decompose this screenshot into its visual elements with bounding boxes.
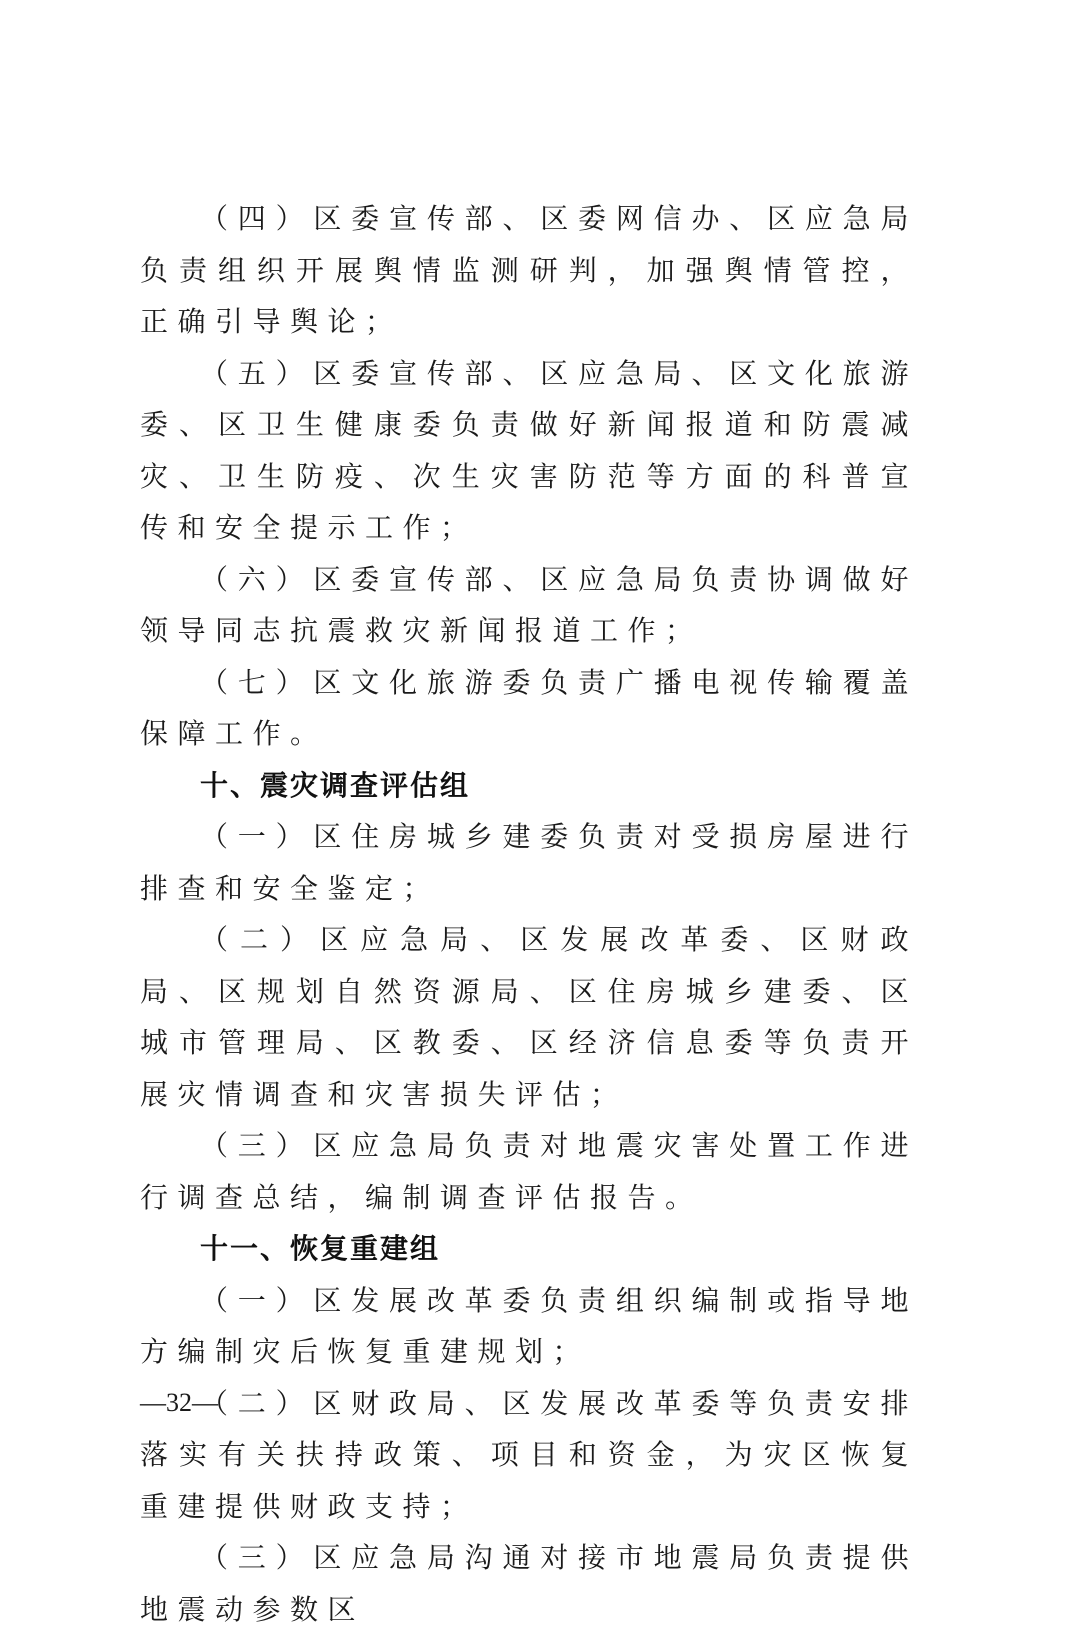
page-number: —32— (140, 1388, 218, 1417)
document-body (140, 193, 918, 1635)
paragraph-5: （五）区委宣传部、区应急局、区文化旅游委、区卫生健康委负责做好新闻报道和防震减灾、卫生防疫、次生灾害防范等方面的科普宣传和安全提示工作； (140, 356, 918, 544)
paragraph-10-3: （三）区应急局负责对地震灾害处置工作进行调查总结，编制调查评估报告。 (140, 1129, 918, 1214)
paragraph-11-2: （二）区财政局、区发展改革委等负责安排落实有关扶持政策、项目和资金，为灾区恢复重建提供财政支持； (140, 1386, 918, 1523)
section-heading-11: 十一、恢复重建组 (200, 1232, 441, 1265)
paragraph-10-1: （一）区住房城乡建委负责对受损房屋进行排查和安全鉴定； (140, 820, 918, 905)
paragraph-10-2: （二）区应急局、区发展改革委、区财政局、区规划自然资源局、区住房城乡建委、区城市管理局、区教委、区经济信息委等负责开展灾情调查和灾害损失评估； (140, 923, 918, 1111)
section-heading-10: 十、震灾调查评估组 (200, 768, 471, 802)
paragraph-6: （六）区委宣传部、区应急局负责协调做好领导同志抗震救灾新闻报道工作； (140, 562, 918, 647)
paragraph-11-1: （一）区发展改革委负责组织编制或指导地方编制灾后恢复重建规划； (140, 1283, 918, 1368)
paragraph-7: （七）区文化旅游委负责广播电视传输覆盖保障工作。 (140, 665, 918, 750)
paragraph-4: （四）区委宣传部、区委网信办、区应急局负责组织开展舆情监测研判，加强舆情管控，正确引导舆论； (140, 202, 918, 338)
paragraph-11-3: （三）区应急局沟通对接市地震局负责提供地震动参数区 (140, 1541, 918, 1626)
